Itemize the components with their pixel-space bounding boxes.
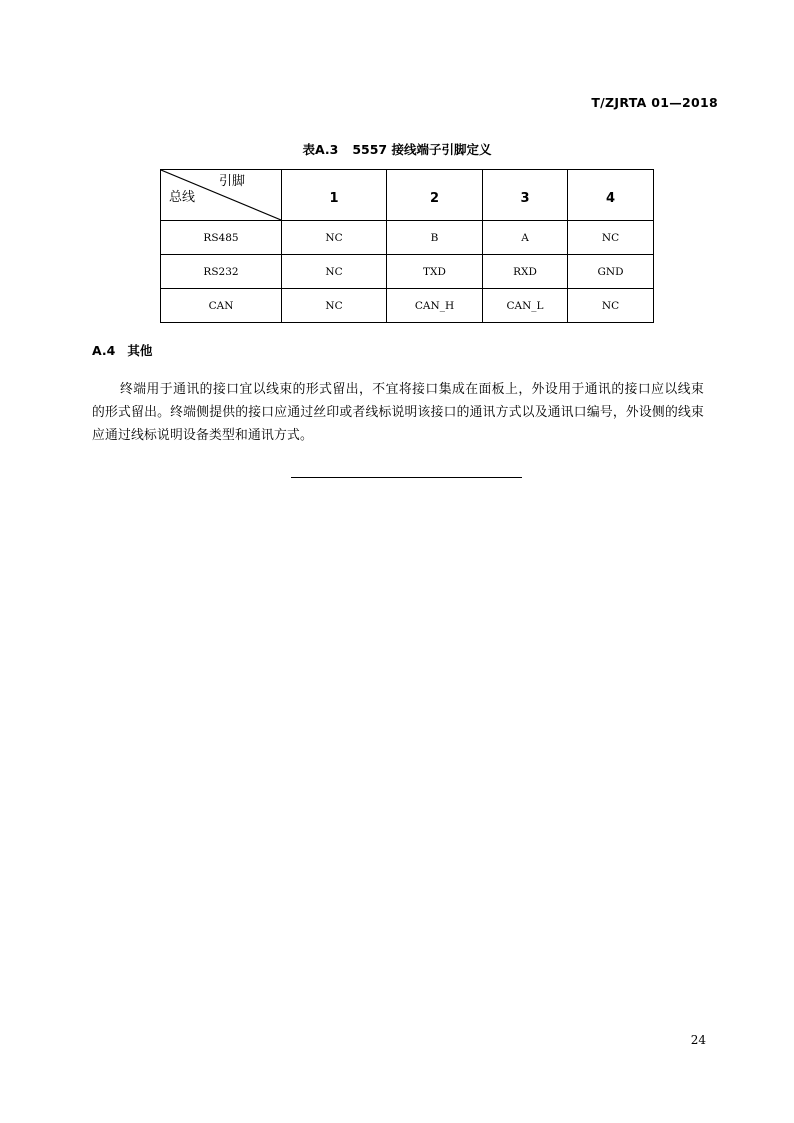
table-cell: NC (282, 221, 387, 255)
table-cell: RXD (483, 255, 568, 289)
pin-definition-table (160, 169, 654, 323)
column-header: 1 (282, 170, 387, 221)
table-row (161, 221, 654, 255)
table-cell: NC (282, 255, 387, 289)
table-cell: TXD (387, 255, 483, 289)
end-of-document-rule (291, 477, 522, 478)
column-header: 4 (568, 170, 654, 221)
document-id: T/ZJRTA 01—2018 (591, 95, 718, 110)
section-number: A.4 (92, 343, 116, 358)
table-cell: GND (568, 255, 654, 289)
table-cell: NC (568, 221, 654, 255)
table-row (161, 289, 654, 323)
table-cell: B (387, 221, 483, 255)
column-header: 2 (387, 170, 483, 221)
section-heading (92, 341, 152, 359)
row-header-bus: RS232 (161, 255, 282, 289)
row-header-bus: CAN (161, 289, 282, 323)
corner-label-bus: 总线 (169, 190, 196, 205)
table-cell: NC (568, 289, 654, 323)
column-header: 3 (483, 170, 568, 221)
row-header-bus: RS485 (161, 221, 282, 255)
body-paragraph: 终端用于通讯的接口宜以线束的形式留出，不宜将接口集成在面板上，外设用于通讯的接口应以线束的形式留出。终端侧提供的接口应通过丝印或者线标说明该接口的通讯方式以及通讯口编号，外设侧的线束应通过线标说明设备类型和通讯方式。 (92, 382, 704, 443)
table-cell: CAN_H (387, 289, 483, 323)
table-cell: CAN_L (483, 289, 568, 323)
section-title: 其他 (127, 343, 153, 358)
table-row (161, 255, 654, 289)
table-cell: A (483, 221, 568, 255)
table-caption (0, 140, 794, 158)
corner-label-pin: 引脚 (219, 174, 246, 189)
table-caption-title: 5557 接线端子引脚定义 (352, 142, 492, 157)
page-number: 24 (690, 1033, 706, 1047)
table-caption-number: 表A.3 (302, 142, 339, 157)
table-cell: NC (282, 289, 387, 323)
table-header-row (161, 170, 654, 221)
table-corner-cell (161, 170, 282, 221)
